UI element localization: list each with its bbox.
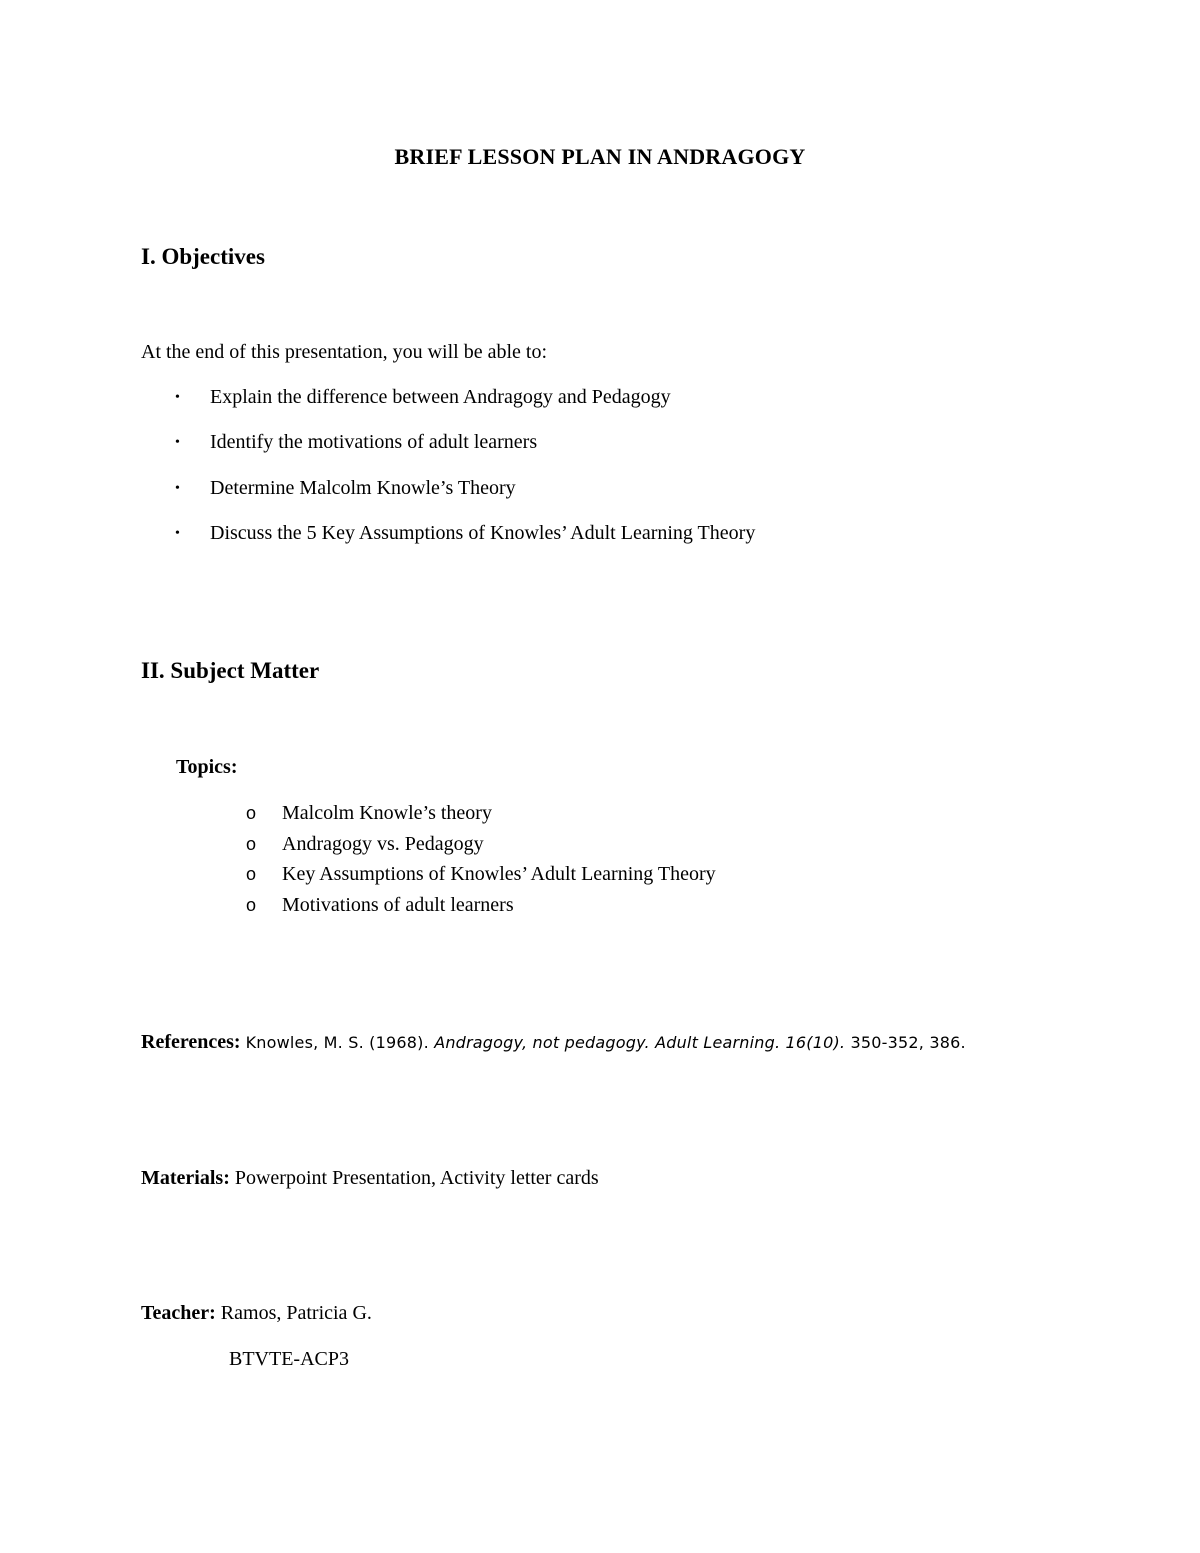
references-label: References: [141, 1031, 241, 1053]
teacher-section: BTVTE-ACP3 [229, 1348, 349, 1370]
objective-item [175, 522, 755, 545]
circle-bullet-icon: o [246, 803, 257, 823]
objective-item [175, 386, 671, 409]
document-title: BRIEF LESSON PLAN IN ANDRAGOGY [394, 144, 806, 169]
topic-item [246, 833, 484, 856]
topics-label: Topics: [176, 756, 238, 778]
materials-label: Materials: [141, 1167, 230, 1189]
objective-text: Determine Malcolm Knowle’s Theory [210, 477, 516, 499]
reference-citation [246, 1033, 966, 1052]
topic-text: Key Assumptions of Knowles’ Adult Learning Theory [282, 863, 716, 885]
circle-bullet-icon: o [246, 834, 257, 854]
objectives-intro: At the end of this presentation, you will be able to: [141, 341, 548, 363]
bullet-marker: • [175, 526, 180, 541]
bullet-marker: • [175, 435, 180, 450]
teacher-line [141, 1302, 372, 1325]
references-line [141, 1031, 966, 1054]
topic-text: Malcolm Knowle’s theory [282, 802, 492, 824]
bullet-marker: • [175, 481, 180, 496]
reference-work-title: Andragogy, not pedagogy. [434, 1033, 650, 1052]
topic-item [246, 863, 716, 886]
reference-volume: 16(10). [785, 1033, 846, 1052]
topic-item [246, 802, 492, 825]
objective-text: Explain the difference between Andragogy and Pedagogy [210, 386, 671, 408]
teacher-name: Ramos, Patricia G. [220, 1302, 372, 1324]
reference-pages: 350-352, 386. [850, 1033, 966, 1052]
topic-item [246, 894, 514, 917]
objective-item [175, 477, 516, 500]
topic-text: Andragogy vs. Pedagogy [282, 833, 484, 855]
subject-matter-heading: II. Subject Matter [141, 658, 320, 683]
reference-author: Knowles, M. S. (1968). [245, 1033, 429, 1052]
objective-text: Discuss the 5 Key Assumptions of Knowles’ Adult Learning Theory [210, 522, 756, 544]
objective-text: Identify the motivations of adult learners [210, 431, 538, 453]
bullet-marker: • [175, 390, 180, 405]
objective-item [175, 431, 537, 454]
materials-value: Powerpoint Presentation, Activity letter cards [234, 1167, 599, 1189]
teacher-label: Teacher: [141, 1302, 216, 1324]
reference-journal: Adult Learning. [655, 1033, 781, 1052]
objectives-heading: I. Objectives [141, 244, 265, 269]
circle-bullet-icon: o [246, 895, 257, 915]
materials-line [141, 1167, 599, 1190]
circle-bullet-icon: o [246, 864, 257, 884]
topic-text: Motivations of adult learners [282, 894, 514, 916]
